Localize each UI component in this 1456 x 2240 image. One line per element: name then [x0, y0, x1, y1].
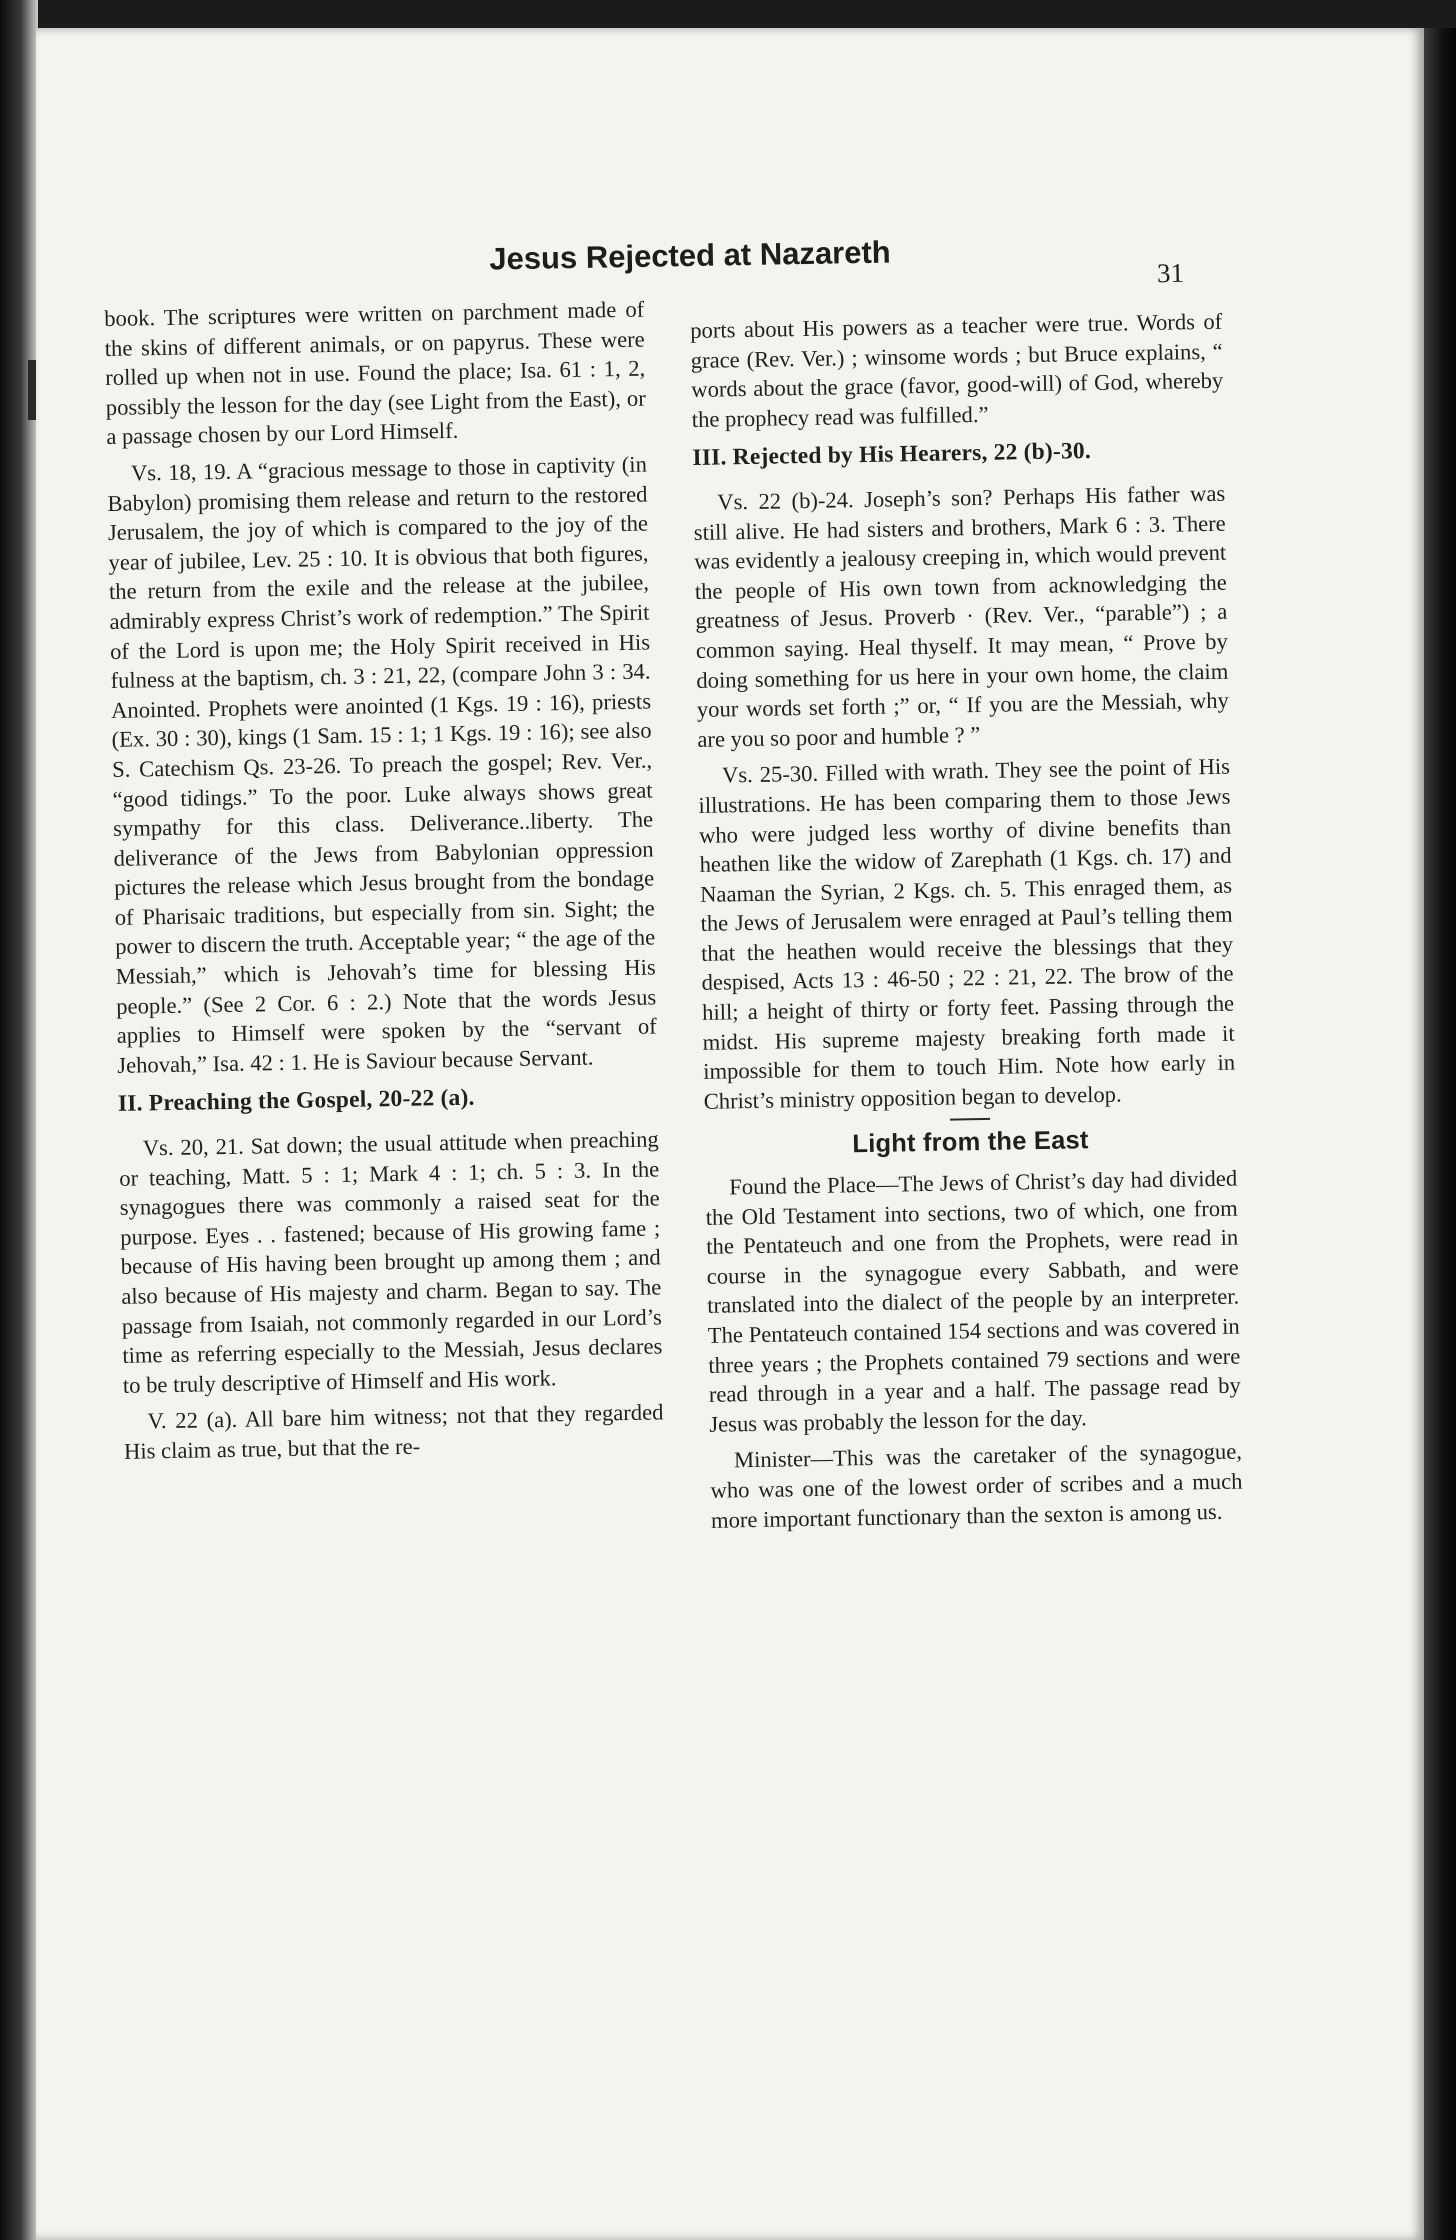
left-paragraph-2: Vs. 18, 19. A “gracious message to those in captivity (in Babylon) promising them release and return to the restored Jerusalem, the joy of which is compared to the joy of the year of jubilee, Lev. 25 : 10. It is obvious that both figures, the return from the exile and the release at the jubilee, admirably express Christ’s work of redemption.” The Spirit of the Lord is upon me; the Holy Spirit received in His fulness at the baptism, ch. 3 : 21, 22, (compare John 3 : 34. Anointed. Prophets were anointed (1 Kgs. 19 : 16), priests (Ex. 30 : 30), kings (1 Sam. 15 : 1; 1 Kgs. 19 : 16); see also S. Catechism Qs. 23-26. To preach the gospel; Rev. Ver., “good tidings.” To the poor. Luke always shows great sympathy for this class. Deliverance..liberty. The deliverance of the Jews from Babylonian oppression pictures the release which Jesus brought from the bondage of Pharisaic traditions, but especially from sin. Sight; the power to discern the truth. Acceptable year; “ the age of the Messiah,” which is Jehovah’s time for blessing His people.” (See 2 Cor. 6 : 2.) Note that the words Jesus applies to Himself were spoken by the “servant of Jehovah,” Isa. 42 : 1. He is Saviour because Servant. — [107, 451, 657, 1078]
scan-left-edge — [0, 0, 38, 2240]
section-divider — [950, 1118, 990, 1121]
left-column — [104, 295, 664, 1474]
right-paragraph-4: Found the Place—The Jews of Christ’s day had divided the Old Testament into sections, two of which, one from the Pentateuch and one from the Prophets, were read in course in the synagogue every Sabbath, and were translated into the dialect of the people by an interpreter. The Pentateuch contained 154 sections and was covered in three years ; the Prophets contained 79 sections and were read through in a year and a half. The passage read by Jesus was probably the lesson for the day. — [705, 1165, 1241, 1437]
left-paragraph-1: book. The scriptures were written on parchment made of the skins of different animals, or on papyrus. These were rolled up when not in use. Found the place; Isa. 61 : 1, 2, possibly the lesson for the day (see Light from the East), or a passage chosen by our Lord Himself. — [104, 296, 646, 450]
section-heading-3: III. Rejected by His Hearers, 22 (b)-30. — [692, 438, 1092, 472]
page-number: 31 — [1156, 257, 1185, 289]
running-head-title: Jesus Rejected at Nazareth — [488, 234, 892, 277]
right-column — [690, 307, 1243, 1542]
right-paragraph-5: Minister—This was the caretaker of the synagogue, who was one of the lowest order of scribes and a much more important functionary than the sexton is among us. — [710, 1438, 1243, 1533]
light-from-the-east-heading: Light from the East — [852, 1126, 1089, 1159]
right-paragraph-2: Vs. 22 (b)-24. Joseph’s son? Perhaps His father was still alive. He had sisters and brothers, Mark 6 : 3. There was evidently a jealousy creeping in, which would prevent the people of His own town from acknowledging the greatness of Jesus. Proverb · (Rev. Ver., “parable”) ; a common saying. Heal thyself. It may mean, “ Prove by doing something for us here in your own home, the claim your words set forth ;” or, “ If you are the Messiah, why are you so poor and humble ? ” — [693, 480, 1230, 752]
right-paragraph-1: ports about His powers as a teacher were true. Words of grace (Rev. Ver.) ; winsome words ; but Bruce explains, “ words about the grace (favor, good-will) of God, whereby the prophecy read was fulfilled.” — [690, 308, 1224, 432]
left-paragraph-4: V. 22 (a). All bare him witness; not that they regarded His claim as true, but that the re- — [123, 1399, 664, 1464]
section-heading-2: II. Preaching the Gospel, 20-22 (a). — [117, 1085, 475, 1118]
scan-right-edge — [1424, 28, 1456, 2240]
right-paragraph-3: Vs. 25-30. Filled with wrath. They see the point of His illustrations. He has been comparing them to those Jews who were judged less worthy of divine benefits than heathen like the widow of Zarephath (1 Kgs. ch. 17) and Naaman the Syrian, 2 Kgs. ch. 5. This enraged them, as the Jews of Jerusalem were enraged at Paul’s telling them that the heathen would receive the blessings that they despised, Acts 13 : 46-50 ; 22 : 21, 22. The brow of the hill; a height of thirty or forty feet. Passing through the midst. His supreme majesty breaking forth made it impossible for them to touch Him. Note how early in Christ’s ministry opposition began to develop. — [698, 753, 1236, 1114]
left-paragraph-3: Vs. 20, 21. Sat down; the usual attitude when preaching or teaching, Matt. 5 : 1; Mark 4 : 1; ch. 5 : 3. In the synagogues there was commonly a raised seat for the purpose. Eyes . . fastened; because of His growing fame ; because of His having been brought up among them ; and also because of His majesty and charm. Began to say. The passage from Isaiah, not commonly regarded in our Lord’s time as referring especially to the Messiah, Jesus declares to be truly descriptive of Himself and His work. — [119, 1126, 663, 1398]
